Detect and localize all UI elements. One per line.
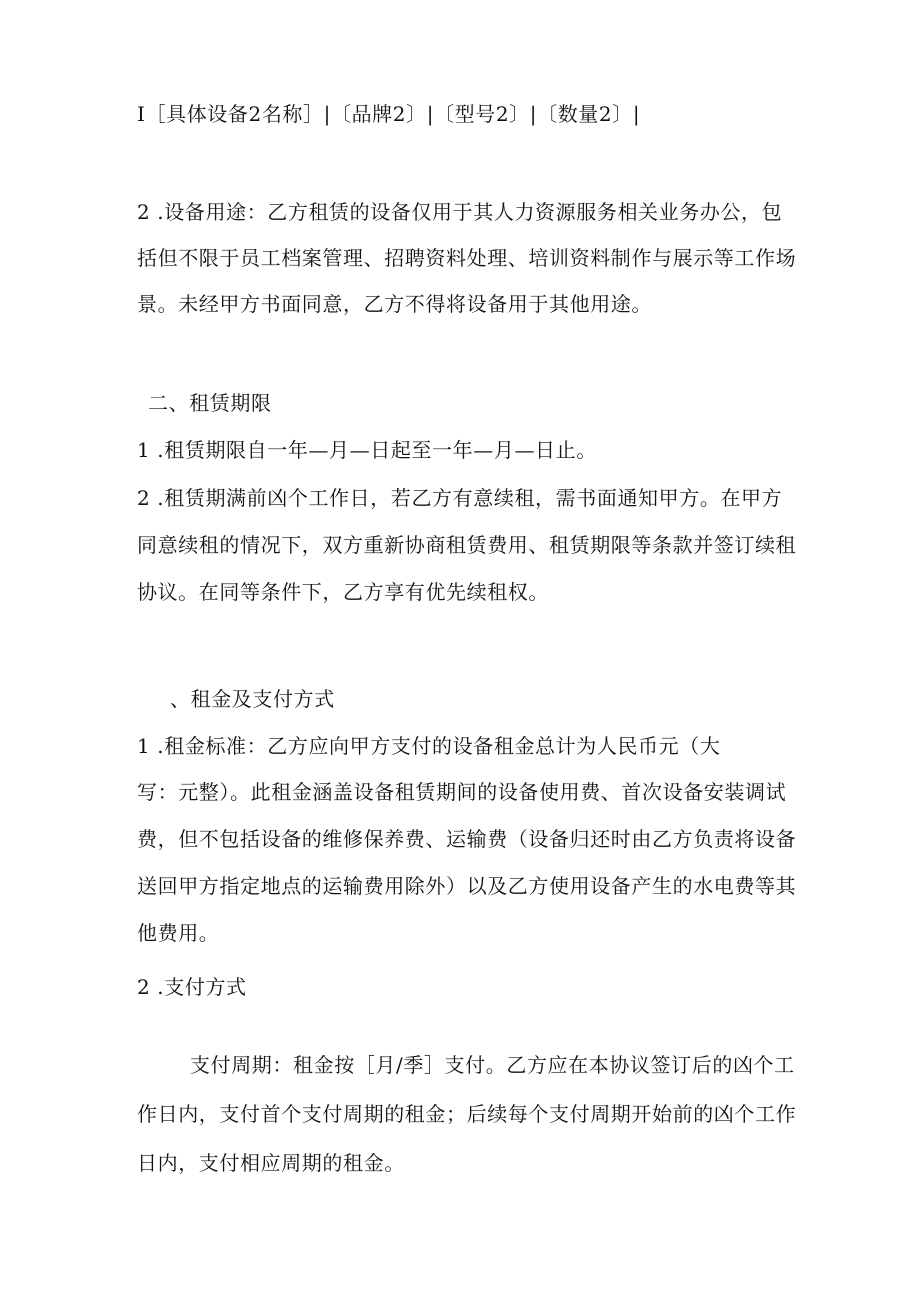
rent-standard-line-1: 1 .租金标准：乙方应向甲方支付的设备租金总计为人民币元（大 (137, 734, 721, 758)
payment-cycle-line-3: 日内，支付相应周期的租金。 (137, 1151, 405, 1175)
usage-clause-line-1: 2 .设备用途：乙方租赁的设备仅用于其人力资源服务相关业务办公，包 (137, 200, 783, 224)
payment-cycle-line-1: 支付周期：租金按［月/季］支付。乙方应在本协议签订后的凶个工 (190, 1053, 795, 1077)
usage-clause-line-3: 景。未经甲方书面同意，乙方不得将设备用于其他用途。 (137, 292, 652, 316)
rent-standard-line-4: 送回甲方指定地点的运输费用除外）以及乙方使用设备产生的水电费等其 (137, 874, 797, 898)
rent-standard-line-2: 写：元整）。此租金涵盖设备租赁期间的设备使用费、首次设备安装调试 (137, 780, 787, 804)
section-heading-rent-payment: 、租金及支付方式 (170, 687, 335, 711)
renewal-clause-line-1: 2 .租赁期满前凶个工作日，若乙方有意续租，需书面通知甲方。在甲方 (137, 486, 783, 510)
payment-method-heading: 2 .支付方式 (137, 975, 247, 999)
usage-clause-line-2: 括但不限于员工档案管理、招聘资料处理、培训资料制作与展示等工作场 (137, 246, 797, 270)
lease-term-clause: 1 .租赁期限自一年—月—日起至一年—月—日止。 (137, 438, 597, 462)
rent-standard-line-3: 费，但不包括设备的维修保养费、运输费（设备归还时由乙方负责将设备 (137, 827, 797, 851)
renewal-clause-line-3: 协议。在同等条件下，乙方享有优先续租权。 (137, 580, 549, 604)
rent-standard-line-5: 他费用。 (137, 921, 220, 945)
equipment-table-row: I［具体设备2名称］|〔品牌2〕|〔型号2〕|〔数量2〕| (137, 102, 641, 126)
renewal-clause-line-2: 同意续租的情况下，双方重新协商租赁费用、租赁期限等条款并签订续租 (137, 533, 797, 557)
section-heading-lease-term: 二、租赁期限 (148, 391, 272, 415)
payment-cycle-line-2: 作日内，支付首个支付周期的租金；后续每个支付周期开始前的凶个工作 (137, 1102, 797, 1126)
